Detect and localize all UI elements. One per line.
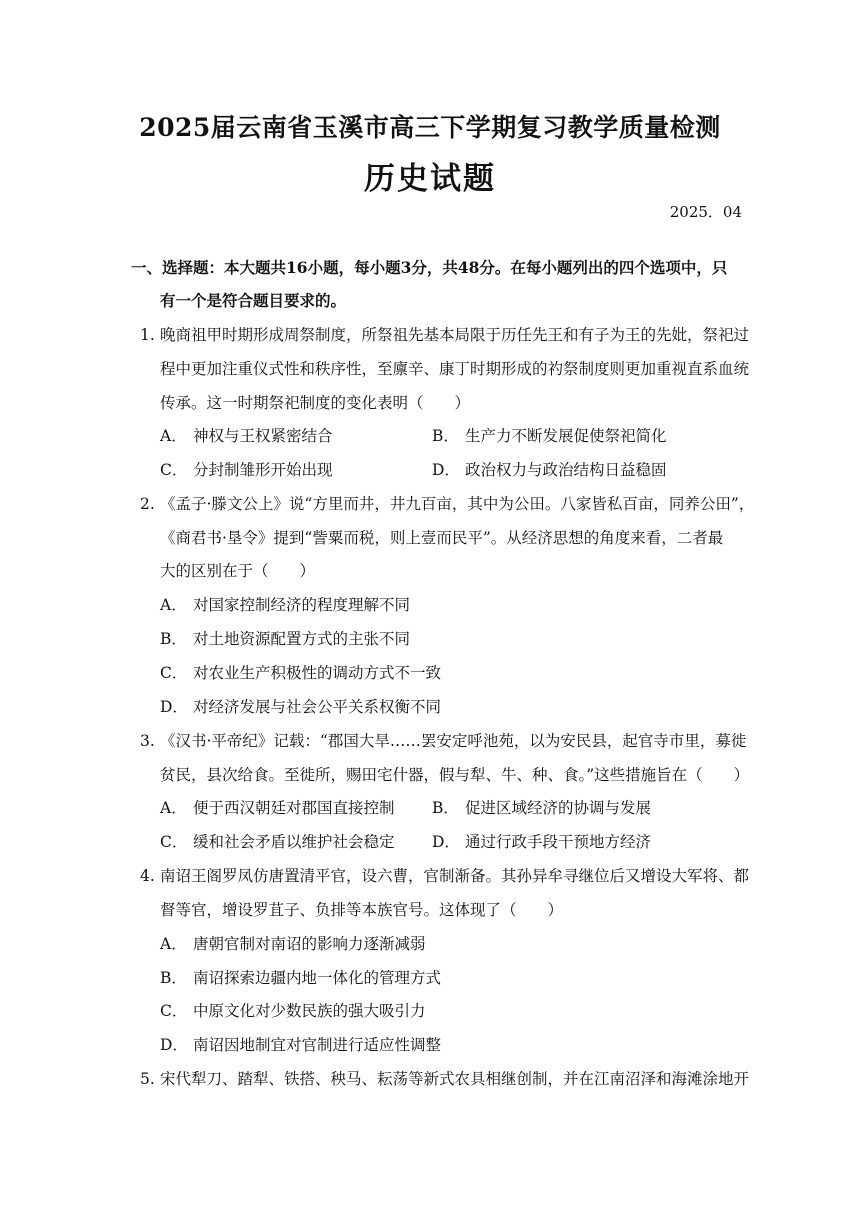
question-3-option-d[interactable] bbox=[432, 831, 651, 853]
option-key: D． bbox=[160, 698, 188, 716]
option-text: 缓和社会矛盾以维护社会稳定 bbox=[193, 833, 395, 851]
option-text: 对土地资源配置方式的主张不同 bbox=[193, 630, 411, 648]
option-text: 通过行政手段干预地方经济 bbox=[465, 833, 652, 851]
option-key: C． bbox=[160, 664, 188, 682]
question-number: 4. bbox=[140, 867, 155, 885]
question-number: 2. bbox=[140, 495, 155, 513]
option-text: 南诏探索边疆内地一体化的管理方式 bbox=[193, 969, 442, 987]
question-1-line-1: 晚商祖甲时期形成周祭制度，所祭祖先基本局限于历任先王和有子为王的先妣，祭祀过 bbox=[160, 326, 750, 344]
option-key: D． bbox=[432, 461, 460, 479]
question-4-option-b[interactable] bbox=[160, 967, 441, 989]
option-key: A． bbox=[160, 799, 187, 817]
option-text: 中原文化对少数民族的强大吸引力 bbox=[193, 1002, 426, 1020]
question-2-line-2: 《商君书·垦令》提到“訾粟而税，则上壹而民平”。从经济思想的角度来看，二者最 bbox=[160, 529, 724, 547]
question-2-option-d[interactable] bbox=[160, 696, 441, 718]
question-3-line-2: 贫民，县次给食。至徙所，赐田宅什器，假与犁、牛、种、食。”这些措施旨在（ ） bbox=[160, 766, 750, 784]
question-1-line-2: 程中更加注重仪式性和秩序性，至廪辛、康丁时期形成的礿祭制度则更加重视直系血统 bbox=[160, 360, 750, 378]
option-key: B． bbox=[432, 799, 459, 817]
question-2-option-b[interactable] bbox=[160, 628, 410, 650]
option-text: 分封制雏形开始出现 bbox=[193, 461, 333, 479]
option-text: 对农业生产积极性的调动方式不一致 bbox=[193, 664, 442, 682]
question-number: 5. bbox=[140, 1070, 155, 1088]
option-key: B． bbox=[432, 427, 459, 445]
option-text: 神权与王权紧密结合 bbox=[193, 427, 333, 445]
question-3-line-1: 《汉书·平帝纪》记载：“郡国大旱……罢安定呼池苑，以为安民县，起官寺市里，募徙 bbox=[160, 732, 747, 750]
question-4-option-c[interactable] bbox=[160, 1000, 426, 1022]
question-number: 1. bbox=[140, 326, 155, 344]
option-key: C． bbox=[160, 461, 188, 479]
option-text: 生产力不断发展促使祭祀简化 bbox=[465, 427, 667, 445]
option-key: B． bbox=[160, 969, 187, 987]
question-5-line-1: 宋代犁刀、踏犁、铁搭、秧马、耘荡等新式农具相继创制，并在江南沼泽和海滩涂地开 bbox=[160, 1070, 750, 1088]
question-number: 3. bbox=[140, 732, 155, 750]
question-1-line-3: 传承。这一时期祭祀制度的变化表明（ ） bbox=[160, 394, 471, 412]
question-3-option-a[interactable] bbox=[160, 797, 395, 819]
option-key: A． bbox=[160, 935, 187, 953]
question-3-option-b[interactable] bbox=[432, 797, 651, 819]
option-key: C． bbox=[160, 833, 188, 851]
option-text: 唐朝官制对南诏的影响力逐渐减弱 bbox=[193, 935, 426, 953]
question-1-option-d[interactable] bbox=[432, 459, 667, 481]
question-4-option-a[interactable] bbox=[160, 933, 426, 955]
section-heading-line1: 一、选择题：本大题共16小题，每小题3分，共48分。在每小题列出的四个选项中，只 bbox=[131, 258, 728, 277]
option-key: C． bbox=[160, 1002, 188, 1020]
question-3-option-c[interactable] bbox=[160, 831, 395, 853]
question-4-option-d[interactable] bbox=[160, 1034, 441, 1056]
exam-subject: 历史试题 bbox=[364, 161, 496, 197]
question-1-option-b[interactable] bbox=[432, 425, 667, 447]
option-text: 对经济发展与社会公平关系权衡不同 bbox=[193, 698, 442, 716]
option-key: B． bbox=[160, 630, 187, 648]
option-key: A． bbox=[160, 427, 187, 445]
exam-title: 2025届云南省玉溪市高三下学期复习教学质量检测 bbox=[139, 113, 721, 142]
option-key: D． bbox=[160, 1036, 188, 1054]
option-key: D． bbox=[432, 833, 460, 851]
option-text: 便于西汉朝廷对郡国直接控制 bbox=[193, 799, 395, 817]
question-2-option-c[interactable] bbox=[160, 662, 441, 684]
question-4-line-1: 南诏王阁罗凤仿唐置清平官，设六曹，官制渐备。其孙异牟寻继位后又增设大军将、都 bbox=[160, 867, 750, 885]
section-heading-line2: 有一个是符合题目要求的。 bbox=[160, 291, 347, 310]
option-key: A． bbox=[160, 596, 187, 614]
question-2-option-a[interactable] bbox=[160, 594, 410, 616]
question-2-line-1: 《孟子·滕文公上》说“方里而井，井九百亩，其中为公田。八家皆私百亩，同养公田”， bbox=[160, 495, 755, 513]
question-2-line-3: 大的区别在于（ ） bbox=[160, 562, 316, 580]
option-text: 南诏因地制宜对官制进行适应性调整 bbox=[193, 1036, 442, 1054]
question-1-option-c[interactable] bbox=[160, 459, 333, 481]
question-1-option-a[interactable] bbox=[160, 425, 333, 447]
option-text: 政治权力与政治结构日益稳固 bbox=[465, 461, 667, 479]
option-text: 促进区域经济的协调与发展 bbox=[465, 799, 652, 817]
option-text: 对国家控制经济的程度理解不同 bbox=[193, 596, 411, 614]
question-4-line-2: 督等官，增设罗苴子、负排等本族官号。这体现了（ ） bbox=[160, 901, 564, 919]
exam-date: 2025．04 bbox=[669, 203, 742, 221]
